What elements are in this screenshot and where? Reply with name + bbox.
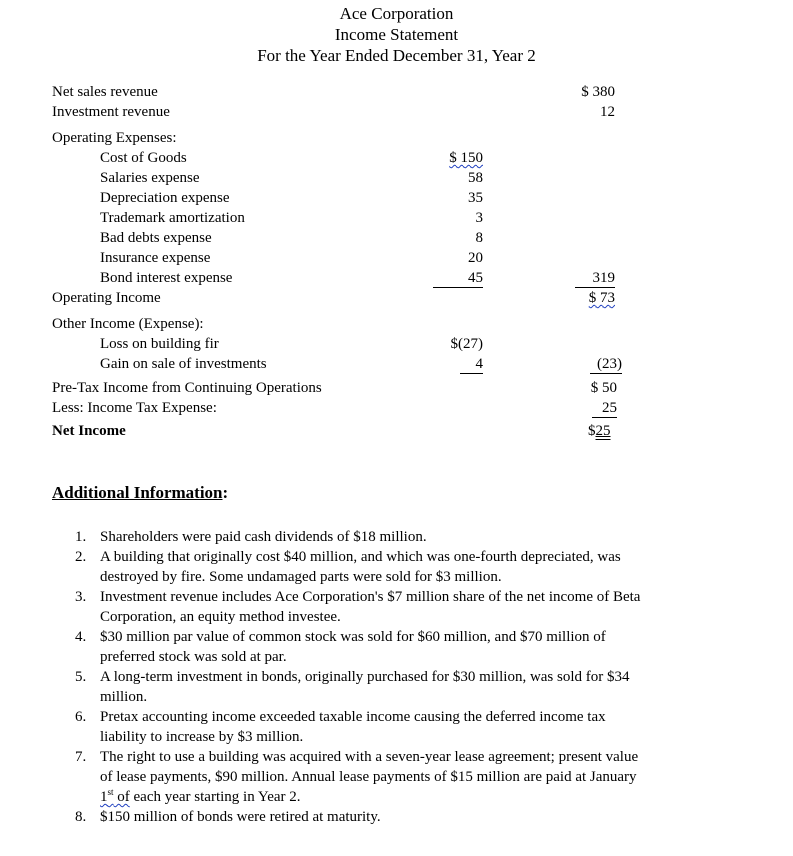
expense-value: 45 — [468, 270, 483, 286]
other-item-label: Gain on sale of investments — [100, 356, 267, 372]
note-line: Corporation, an equity method investee. — [100, 609, 341, 625]
note-number: 4. — [75, 629, 87, 645]
investment-revenue-value: 12 — [600, 104, 615, 120]
expense-value: 20 — [468, 250, 483, 266]
note-line: A building that originally cost $40 million, and which was one-fourth depreciated, was — [100, 549, 621, 565]
note-number: 6. — [75, 709, 87, 725]
note-line: The right to use a building was acquired with a seven-year lease agreement; present value — [100, 749, 639, 765]
note-ordinal-suffix: st — [107, 787, 114, 797]
investment-revenue-label: Investment revenue — [52, 104, 170, 120]
expense-label: Insurance expense — [100, 250, 211, 266]
net-income-amount: 25 — [595, 423, 611, 439]
subtotal-rule — [575, 287, 615, 288]
expense-value: 3 — [475, 210, 483, 226]
note-line: $150 million of bonds were retired at maturity. — [100, 809, 381, 825]
other-item-label: Loss on building fir — [100, 336, 219, 352]
expense-value-text: $ 150 — [449, 150, 483, 166]
additional-info-list — [75, 527, 740, 827]
subtotal-rule — [590, 373, 622, 374]
note-line: Shareholders were paid cash dividends of $18 million. — [100, 529, 427, 545]
note-ordinal-number: 1 — [100, 789, 108, 805]
note-item — [75, 747, 740, 807]
operating-expenses-total: 319 — [592, 270, 615, 286]
expense-value: 58 — [468, 170, 483, 186]
note-line: $30 million par value of common stock was sold for $60 million, and $70 million of — [100, 629, 606, 645]
note-line: Pretax accounting income exceeded taxable income causing the deferred income tax — [100, 709, 606, 725]
net-income-value — [588, 422, 611, 440]
company-name: Ace Corporation — [339, 4, 454, 23]
net-sales-label: Net sales revenue — [52, 84, 158, 100]
other-income-heading: Other Income (Expense): — [52, 316, 204, 332]
operating-expenses-heading: Operating Expenses: — [52, 130, 177, 146]
expense-value — [433, 149, 483, 167]
note-number: 8. — [75, 809, 87, 825]
note-item — [75, 707, 740, 747]
note-number: 3. — [75, 589, 87, 605]
expense-value: 8 — [475, 230, 483, 246]
note-ordinal — [100, 789, 130, 805]
subtotal-rule — [460, 373, 483, 374]
other-item-value: $(27) — [450, 336, 483, 352]
note-item — [75, 667, 740, 707]
other-item-value: 4 — [475, 356, 483, 372]
expense-label: Salaries expense — [100, 170, 200, 186]
expense-label: Bad debts expense — [100, 230, 212, 246]
operating-income-value — [575, 289, 615, 307]
net-sales-value: $ 380 — [581, 84, 615, 100]
note-line: of lease payments, $90 million. Annual lease payments of $15 million are paid at January — [100, 769, 637, 785]
note-line: destroyed by fire. Some undamaged parts were sold for $3 million. — [100, 569, 502, 585]
expense-label: Bond interest expense — [100, 270, 233, 286]
note-item — [75, 587, 740, 627]
note-line: Investment revenue includes Ace Corporation's $7 million share of the net income of Beta — [100, 589, 641, 605]
pretax-income-value: $ 50 — [590, 380, 617, 396]
additional-info-colon: : — [222, 483, 229, 502]
note-number: 5. — [75, 669, 87, 685]
note-line: A long-term investment in bonds, originally purchased for $30 million, was sold for $34 — [100, 669, 630, 685]
note-line: liability to increase by $3 million. — [100, 729, 304, 745]
note-item — [75, 807, 740, 827]
net-income-label: Net Income — [52, 423, 126, 439]
note-number: 2. — [75, 549, 87, 565]
additional-info-title-text: Additional Information — [52, 483, 223, 502]
note-item — [75, 547, 740, 587]
note-line: preferred stock was sold at par. — [100, 649, 287, 665]
expense-label: Depreciation expense — [100, 190, 230, 206]
expense-label: Cost of Goods — [100, 150, 187, 166]
expense-value: 35 — [468, 190, 483, 206]
note-number: 7. — [75, 749, 87, 765]
subtotal-rule — [592, 417, 617, 418]
note-line: each year starting in Year 2. — [129, 789, 301, 805]
operating-income-label: Operating Income — [52, 290, 161, 306]
operating-income-value-text: $ 73 — [588, 290, 615, 306]
additional-info-title — [52, 482, 228, 503]
note-number: 1. — [75, 529, 87, 545]
statement-period: For the Year Ended December 31, Year 2 — [257, 46, 536, 65]
note-item — [75, 627, 740, 667]
other-income-total: (23) — [597, 356, 622, 372]
net-income-dollar: $ — [588, 423, 596, 439]
income-tax-value: 25 — [602, 400, 617, 416]
income-tax-label: Less: Income Tax Expense: — [52, 400, 217, 416]
pretax-income-label: Pre-Tax Income from Continuing Operations — [52, 380, 322, 396]
subtotal-rule — [433, 287, 483, 288]
note-item — [75, 527, 740, 547]
expense-label: Trademark amortization — [100, 210, 245, 226]
statement-title: Income Statement — [334, 25, 459, 44]
note-line: million. — [100, 689, 148, 705]
note-ordinal-of: of — [113, 789, 130, 805]
